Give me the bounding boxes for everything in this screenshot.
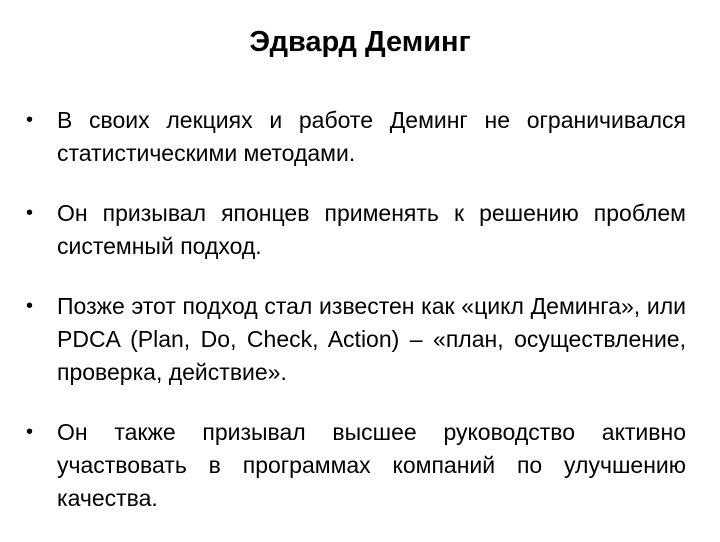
bullet-marker: • [26,202,34,224]
bullet-item [26,104,686,170]
bullet-text: Он призывал японцев применять к решению проблем системный подход. [57,200,686,259]
bullet-item [26,416,686,515]
bullet-marker: • [26,109,34,131]
bullet-text: Он также призывал высшее руководство активно участвовать в программах компаний по улучшению качества. [57,419,686,511]
bullet-text: Позже этот подход стал известен как «цикл Деминга», или PDCA (Plan, Do, Check, Action) – «план, осуществление, проверка, действие». [57,293,686,385]
bullet-marker: • [26,421,34,443]
bullet-item [26,197,686,263]
bullet-list [26,104,686,542]
slide-title: Эдвард Деминг [249,26,471,58]
bullet-marker: • [26,295,34,317]
bullet-text: В своих лекциях и работе Деминг не ограничивался статистическими методами. [57,107,686,166]
bullet-item [26,290,686,389]
